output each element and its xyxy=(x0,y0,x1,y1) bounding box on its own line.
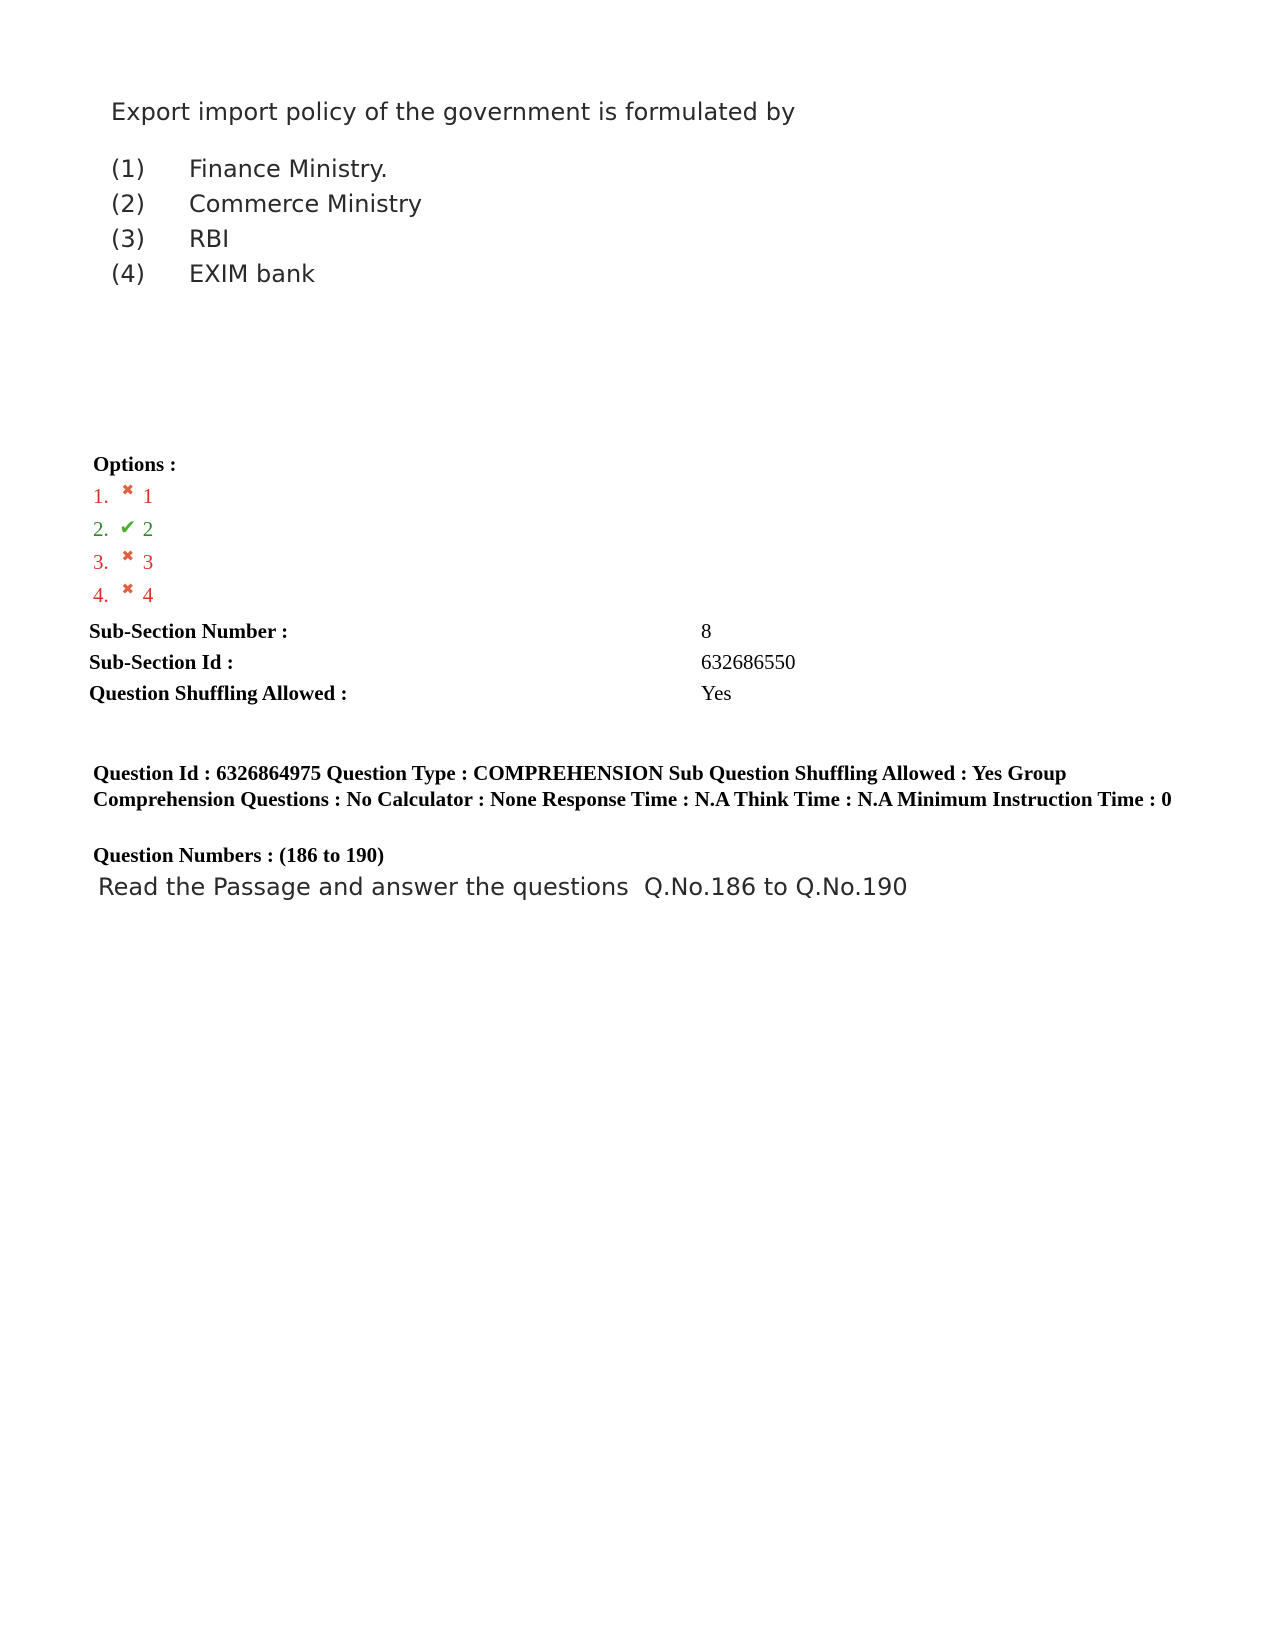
option-value: 4 xyxy=(142,583,154,607)
choice-text: RBI xyxy=(189,225,230,253)
choice-text: Finance Ministry. xyxy=(189,155,388,183)
question-choices xyxy=(111,152,795,292)
choice-text: EXIM bank xyxy=(189,260,316,288)
question-choice xyxy=(111,257,795,292)
question-shuffling-value: Yes xyxy=(701,681,732,705)
option-value: 2 xyxy=(142,517,154,541)
subsection-id-row xyxy=(89,650,234,675)
option-item-4 xyxy=(93,579,154,608)
question-choice xyxy=(111,152,795,187)
question-numbers: Question Numbers : (186 to 190) xyxy=(93,843,385,867)
cross-icon: ✖ xyxy=(121,579,135,598)
subsection-number-value: 8 xyxy=(701,619,712,643)
option-value: 1 xyxy=(142,484,154,508)
option-item-2 xyxy=(93,514,154,542)
options-heading: Options : xyxy=(93,452,177,476)
question-shuffling-label: Question Shuffling Allowed : xyxy=(89,681,348,705)
subsection-number-label: Sub-Section Number : xyxy=(89,619,289,643)
cross-icon: ✖ xyxy=(121,480,135,499)
choice-number: (4) xyxy=(111,260,145,288)
cross-icon: ✖ xyxy=(121,546,135,565)
subsection-number-row xyxy=(89,619,288,644)
option-item-3 xyxy=(93,546,154,575)
question-choice xyxy=(111,187,795,222)
option-item-1 xyxy=(93,480,154,509)
check-icon: ✔ xyxy=(119,514,137,539)
option-index: 2. xyxy=(93,517,109,541)
choice-number: (1) xyxy=(111,155,145,183)
option-index: 3. xyxy=(93,550,109,574)
subsection-id-value: 632686550 xyxy=(701,650,796,674)
option-value: 3 xyxy=(142,550,154,574)
choice-text: Commerce Ministry xyxy=(189,190,423,218)
subsection-id-label: Sub-Section Id : xyxy=(89,650,234,674)
question-image xyxy=(111,98,795,292)
option-index: 4. xyxy=(93,583,109,607)
passage-instruction-text: Read the Passage and answer the questions Q.No.186 to Q.No.190 xyxy=(98,873,908,901)
option-index: 1. xyxy=(93,484,109,508)
question-stem: Export import policy of the government is formulated by xyxy=(111,98,796,126)
question-shuffling-row xyxy=(89,681,347,706)
passage-instruction xyxy=(98,873,908,901)
choice-number: (2) xyxy=(111,190,145,218)
choice-number: (3) xyxy=(111,225,145,253)
question-info: Question Id : 6326864975 Question Type : COMPREHENSION Sub Question Shuffling Allowed : Yes Group Comprehension Questions : No Calculator : None Response Time : N.A Think Time : N.A Minimum Instruction Time : 0 xyxy=(93,761,1172,811)
question-choice xyxy=(111,222,795,257)
